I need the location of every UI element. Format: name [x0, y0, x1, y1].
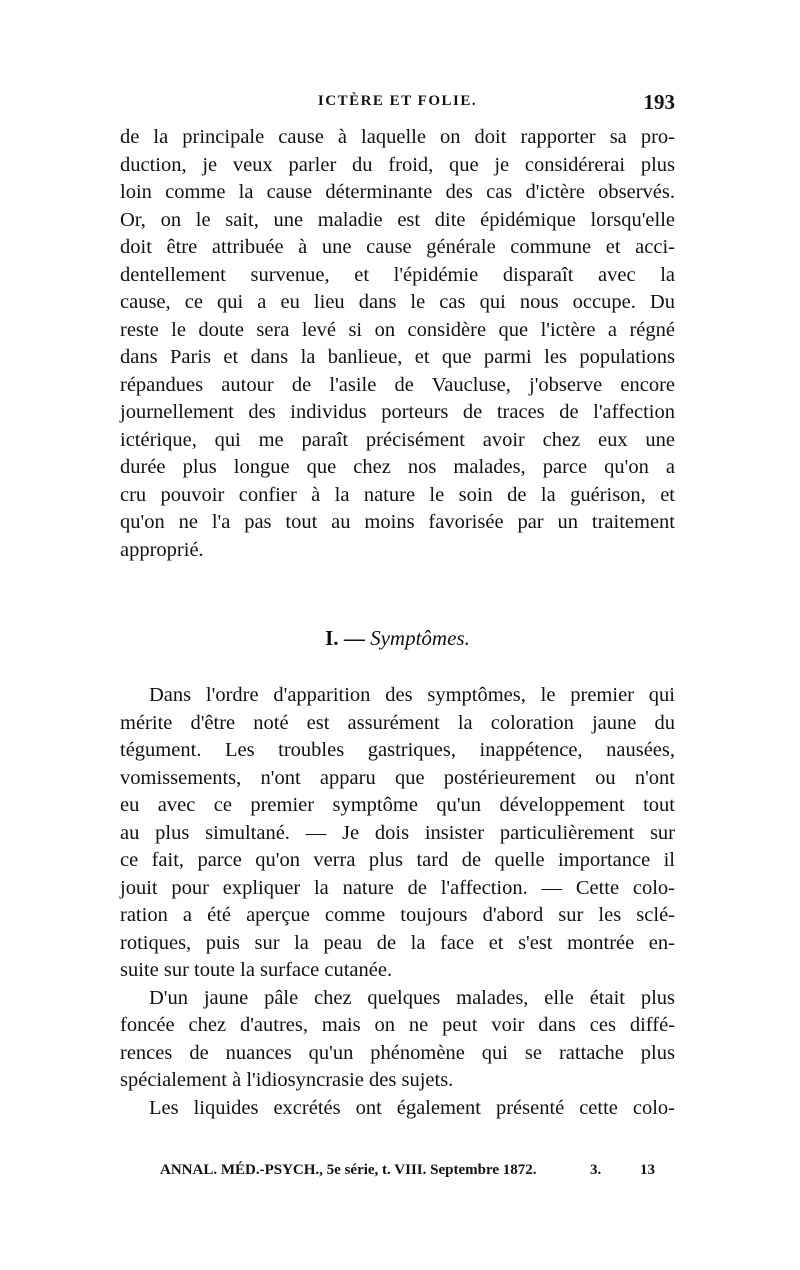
text-line: cru pouvoir confier à la nature le soin de la guérison, et — [120, 483, 675, 506]
text-line: répandues autour de l'asile de Vaucluse, j'observe encore — [120, 373, 675, 396]
text-line: cause, ce qui a eu lieu dans le cas qui nous occupe. Du — [120, 291, 675, 313]
text-line: approprié. — [120, 538, 204, 561]
text-line: au plus simultané. — Je dois insister particulièrement sur — [120, 821, 675, 844]
footer-signature: 13 — [640, 1162, 655, 1178]
text-line: eu avec ce premier symptôme qu'un développement tout — [120, 794, 675, 816]
text-line: spécialement à l'idiosyncrasie des sujets. — [120, 1069, 454, 1091]
text-line: mérite d'être noté est assurément la coloration jaune du — [120, 711, 675, 734]
section-number: I. — — [325, 626, 365, 650]
text-line: D'un jaune pâle chez quelques malades, elle était plus — [149, 986, 675, 1009]
text-line: foncée chez d'autres, mais on ne peut voir dans ces diffé- — [120, 1014, 675, 1036]
page-number: 193 — [643, 90, 675, 114]
text-line: ce fait, parce qu'on verra plus tard de quelle importance il — [120, 849, 675, 871]
text-line: Or, on le sait, une maladie est dite épidémique lorsqu'elle — [120, 208, 675, 231]
running-title: ICTÈRE ET FOLIE. — [317, 93, 478, 109]
text-line: duction, je veux parler du froid, que je considérerai plus — [120, 153, 675, 176]
text-line: dentellement survenue, et l'épidémie disparaît avec la — [120, 263, 675, 286]
paragraph-1 — [120, 124, 675, 564]
section-title: Symptômes. — [370, 626, 470, 650]
text-line: dans Paris et dans la banlieue, et que parmi les populations — [120, 346, 675, 368]
text-line: Les liquides excrétés ont également présenté cette colo- — [149, 1096, 675, 1119]
text-line: rotiques, puis sur la peau de la face et s'est montrée en- — [120, 931, 675, 954]
running-head — [120, 90, 675, 117]
text-line: loin comme la cause déterminante des cas d'ictère observés. — [120, 181, 675, 203]
text-line: tégument. Les troubles gastriques, inappétence, nausées, — [120, 739, 675, 761]
text-line: doit être attribuée à une cause générale commune et acci- — [120, 236, 675, 258]
paragraph-2 — [120, 682, 675, 985]
text-line: durée plus longue que chez nos malades, parce qu'on a — [120, 456, 675, 478]
text-line: journellement des individus porteurs de traces de l'affection — [120, 401, 675, 423]
footer-sheet-number: 3. — [590, 1162, 602, 1178]
section-body — [120, 682, 675, 1122]
text-line: ictérique, qui me paraît précisément avoir chez eux une — [120, 428, 675, 451]
text-line: reste le doute sera levé si on considère que l'ictère a régné — [120, 318, 675, 341]
text-line: suite sur toute la surface cutanée. — [120, 959, 393, 981]
paragraph-3 — [120, 985, 675, 1095]
text-line: rences de nuances qu'un phénomène qui se rattache plus — [120, 1041, 675, 1064]
text-line: Dans l'ordre d'apparition des symptômes, le premier qui — [149, 684, 675, 706]
section-heading — [120, 626, 675, 651]
text-line: vomissements, n'ont apparu que postérieurement ou n'ont — [120, 766, 675, 789]
text-line: ration a été aperçue comme toujours d'abord sur les sclé- — [120, 904, 675, 926]
text-line: qu'on ne l'a pas tout au moins favorisée par un traitement — [120, 511, 675, 533]
text-line: jouit pour expliquer la nature de l'affection. — Cette colo- — [120, 876, 675, 899]
page-footer — [160, 1162, 655, 1184]
text-line: de la principale cause à laquelle on doit rapporter sa pro- — [120, 126, 675, 148]
footer-journal: ANNAL. MÉD.-PSYCH., 5e série, t. VIII. Septembre 1872. — [160, 1162, 537, 1178]
paragraph-4 — [120, 1095, 675, 1123]
